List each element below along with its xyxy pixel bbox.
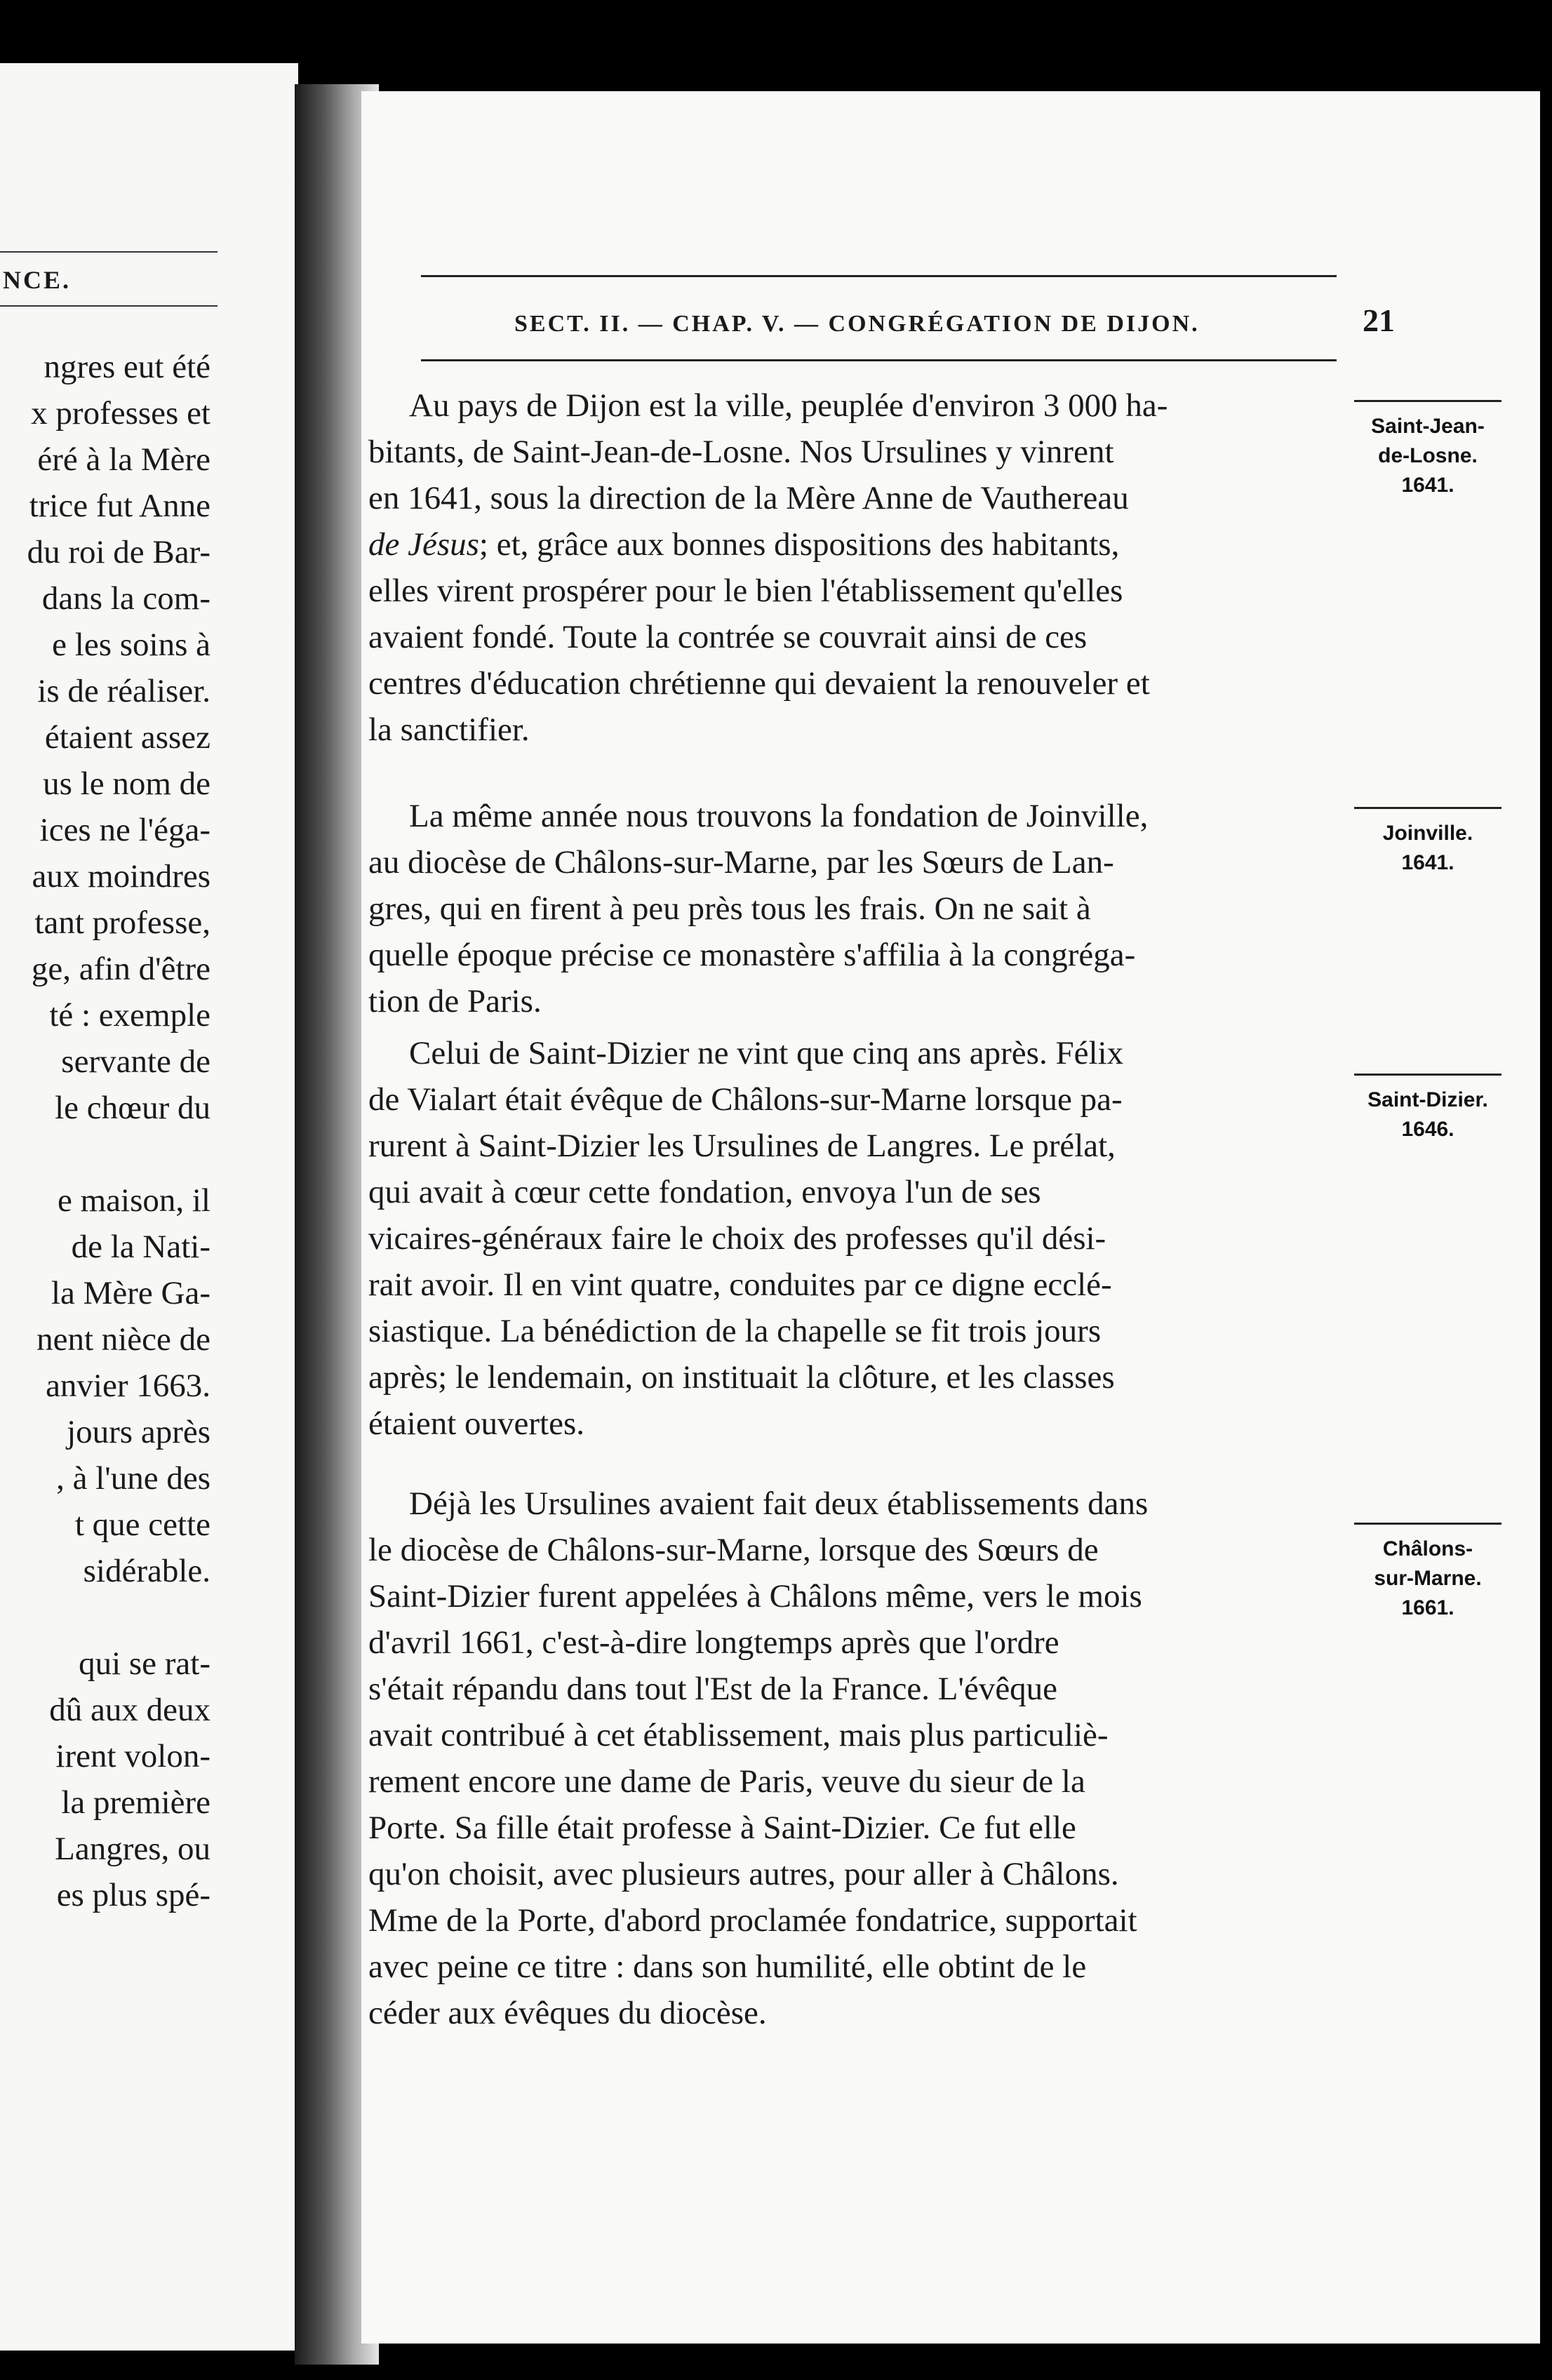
text-line: au diocèse de Châlons-sur-Marne, par les Sœurs de Lan- <box>368 844 1114 881</box>
left-text-line: dû aux deux <box>49 1692 210 1728</box>
text-line: Au pays de Dijon est la ville, peuplée d'environ 3 000 ha- <box>409 387 1168 424</box>
text-line: étaient ouvertes. <box>368 1405 584 1442</box>
text-line: rement encore une dame de Paris, veuve du sieur de la <box>368 1763 1085 1800</box>
text-line: elles virent prospérer pour le bien l'établissement qu'elles <box>368 573 1123 609</box>
left-text-line: x professes et <box>31 395 210 432</box>
left-text-line: ngres eut été <box>44 349 210 385</box>
margin-note-line: Joinville. <box>1382 822 1473 845</box>
left-text-line: irent volon- <box>55 1738 210 1774</box>
text-line: le diocèse de Châlons-sur-Marne, lorsque des Sœurs de <box>368 1532 1099 1568</box>
italic-name: de Jésus <box>368 526 479 563</box>
margin-note-line: sur-Marne. <box>1374 1567 1482 1590</box>
text-line: avait contribué à cet établissement, mais plus particuliè- <box>368 1717 1109 1753</box>
left-text-line: sidérable. <box>83 1553 210 1589</box>
text-run: ; et, grâce aux bonnes dispositions des habitants, <box>479 526 1120 563</box>
left-text-line: anvier 1663. <box>46 1368 210 1404</box>
running-title: SECT. II. — CHAP. V. — CONGRÉGATION DE DIJON. <box>514 311 1200 337</box>
left-facing-page <box>0 63 298 2351</box>
margin-note-line: Saint-Dizier. <box>1367 1088 1488 1111</box>
text-line: qu'on choisit, avec plusieurs autres, pour aller à Châlons. <box>368 1856 1119 1892</box>
text-line: Mme de la Porte, d'abord proclamée fondatrice, supportait <box>368 1902 1137 1939</box>
left-text-line: es plus spé- <box>56 1877 210 1913</box>
left-text-line: nent nièce de <box>36 1321 210 1358</box>
text-line: quelle époque précise ce monastère s'affilia à la congréga- <box>368 937 1136 973</box>
margin-note-line: 1641. <box>1401 474 1454 497</box>
left-text-line: e maison, il <box>58 1182 210 1219</box>
left-paragraph-gap <box>0 1131 210 1177</box>
left-text-line: de la Nati- <box>71 1229 210 1265</box>
left-header-rule-bottom <box>0 305 218 307</box>
text-line: tion de Paris. <box>368 983 542 1019</box>
text-line: Celui de Saint-Dizier ne vint que cinq ans après. Félix <box>409 1035 1124 1071</box>
left-text-line: du roi de Bar- <box>27 534 210 570</box>
left-text-line: dans la com- <box>41 580 210 617</box>
header-rule-bottom <box>421 359 1337 361</box>
text-line: Déjà les Ursulines avaient fait deux établissements dans <box>409 1485 1149 1522</box>
paragraph-chalons <box>368 1480 1316 2036</box>
text-line: siastique. La bénédiction de la chapelle se fit trois jours <box>368 1313 1102 1349</box>
text-line <box>368 521 1316 568</box>
left-text-line: éré à la Mère <box>37 441 210 478</box>
text-line: rurent à Saint-Dizier les Ursulines de Langres. Le prélat, <box>368 1128 1116 1164</box>
text-line: la sanctifier. <box>368 711 530 748</box>
left-text-line: t que cette <box>74 1506 210 1543</box>
left-paragraph-gap <box>0 1594 210 1640</box>
left-text-line: us le nom de <box>43 766 210 802</box>
left-text-line: jours après <box>67 1414 210 1450</box>
left-text-line: té : exemple <box>49 997 210 1034</box>
text-line: après; le lendemain, on instituait la clôture, et les classes <box>368 1359 1115 1396</box>
left-text-line: la Mère Ga- <box>51 1275 210 1311</box>
left-text-line: ge, afin d'être <box>31 951 210 987</box>
header-rule-top <box>421 275 1337 277</box>
margin-note-line: de-Losne. <box>1378 444 1478 467</box>
text-line: bitants, de Saint-Jean-de-Losne. Nos Ursulines y vinrent <box>368 434 1114 470</box>
margin-note-chalons <box>1347 1523 1508 1623</box>
right-page <box>361 91 1540 2344</box>
margin-note-line: Saint-Jean- <box>1371 415 1485 438</box>
page-number: 21 <box>1363 302 1395 338</box>
text-line: céder aux évêques du diocèse. <box>368 1995 767 2031</box>
left-text-line: e les soins à <box>52 627 210 663</box>
left-text-line: servante de <box>61 1043 210 1080</box>
left-text-line: aux moindres <box>32 858 210 895</box>
margin-note-rule <box>1354 1074 1501 1076</box>
left-text-line: trice fut Anne <box>29 488 210 524</box>
margin-note-line: 1641. <box>1401 851 1454 874</box>
text-line: avec peine ce titre : dans son humilité, elle obtint de le <box>368 1948 1087 1985</box>
text-line: centres d'éducation chrétienne qui devaient la renouveler et <box>368 665 1150 702</box>
left-page-text <box>0 344 210 1918</box>
text-line: vicaires-généraux faire le choix des professes qu'il dési- <box>368 1220 1106 1257</box>
text-line: en 1641, sous la direction de la Mère Anne de Vauthereau <box>368 480 1129 516</box>
margin-note-joinville <box>1347 807 1508 878</box>
text-line: avaient fondé. Toute la contrée se couvrait ainsi de ces <box>368 619 1088 655</box>
text-line: La même année nous trouvons la fondation de Joinville, <box>409 798 1149 834</box>
left-text-line: étaient assez <box>44 719 210 756</box>
left-header-rule-top <box>0 251 218 253</box>
margin-note-rule <box>1354 807 1501 809</box>
text-line: gres, qui en firent à peu près tous les frais. On ne sait à <box>368 890 1091 927</box>
left-text-line: , à l'une des <box>56 1460 210 1497</box>
margin-note-line: 1646. <box>1401 1118 1454 1141</box>
margin-note-rule <box>1354 1523 1501 1525</box>
margin-note-line: Châlons- <box>1382 1537 1473 1560</box>
running-head <box>514 302 1395 339</box>
text-line: qui avait à cœur cette fondation, envoya l'un de ses <box>368 1174 1041 1210</box>
left-text-line: ices ne l'éga- <box>39 812 210 848</box>
left-text-line: le chœur du <box>55 1090 210 1126</box>
paragraph-joinville <box>368 793 1316 1024</box>
margin-note-saint-dizier <box>1347 1074 1508 1144</box>
left-text-line: is de réaliser. <box>37 673 210 709</box>
text-line: Saint-Dizier furent appelées à Châlons même, vers le mois <box>368 1578 1142 1614</box>
left-running-head: NCE. <box>3 266 72 294</box>
text-line: s'était répandu dans tout l'Est de la France. L'évêque <box>368 1671 1058 1707</box>
text-line: de Vialart était évêque de Châlons-sur-Marne lorsque pa- <box>368 1081 1123 1118</box>
text-line: rait avoir. Il en vint quatre, conduites par ce digne ecclé- <box>368 1266 1112 1303</box>
left-text-line: la première <box>61 1784 210 1821</box>
left-text-line: tant professe, <box>34 904 210 941</box>
margin-note-line: 1661. <box>1401 1596 1454 1619</box>
text-line: Porte. Sa fille était professe à Saint-Dizier. Ce fut elle <box>368 1810 1076 1846</box>
paragraph-saint-dizier <box>368 1030 1316 1447</box>
left-text-line: Langres, ou <box>55 1831 210 1867</box>
text-line: d'avril 1661, c'est-à-dire longtemps après que l'ordre <box>368 1624 1059 1661</box>
margin-note-rule <box>1354 400 1501 402</box>
margin-note-saint-jean-de-losne <box>1347 400 1508 500</box>
left-text-line: qui se rat- <box>79 1645 210 1682</box>
paragraph-saint-jean-de-losne <box>368 382 1316 753</box>
